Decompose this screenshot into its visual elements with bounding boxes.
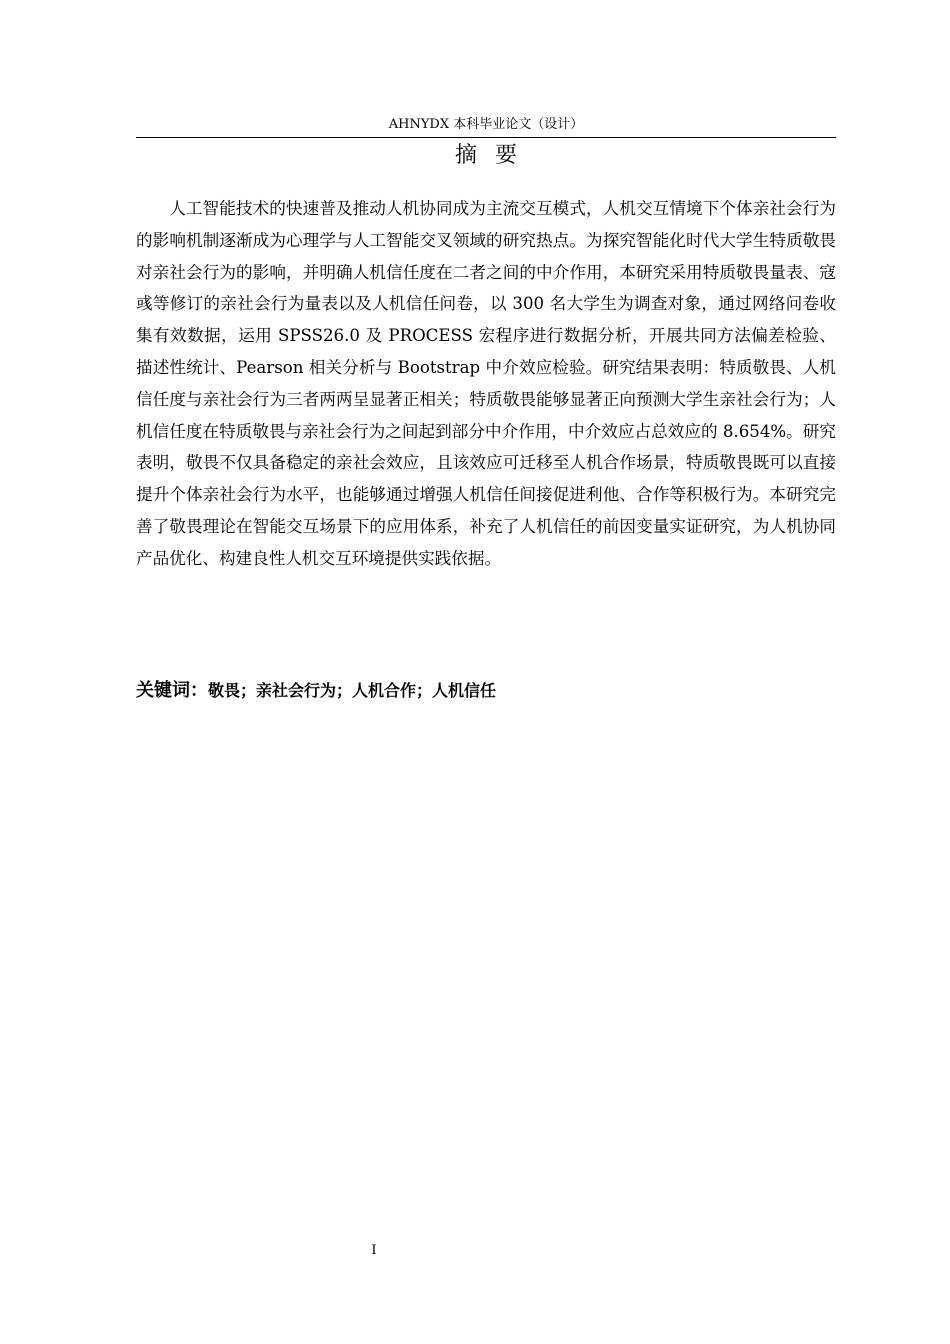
keywords-line — [136, 676, 836, 706]
abstract-title: 摘要 — [454, 143, 535, 168]
running-header: AHNYDX 本科毕业论文（设计） — [388, 117, 584, 132]
keywords-terms: 敬畏；亲社会行为；人机合作；人机信任 — [208, 681, 497, 700]
page-number: I — [371, 1243, 377, 1258]
header-rule — [136, 137, 836, 138]
keywords-label: 关键词： — [136, 680, 208, 701]
abstract-body: 人工智能技术的快速普及推动人机协同成为主流交互模式，人机交互情境下个体亲社会行为的影响机制逐渐成为心理学与人工智能交叉领域的研究热点。为探究智能化时代大学生特质敬畏对亲社会行为的影响，并明确人机信任度在二者之间的中介作用，本研究采用特质敬畏量表、寇彧等修订的亲社会行为量表以及人机信任问卷，以 300 名大学生为调查对象，通过网络问卷收集有效数据，运用 SPSS26.0 及 PROCESS 宏程序进行数据分析，开展共同方法偏差检验、描述性统计、Pearson 相关分析与 Bootstrap 中介效应检验。研究结果表明：特质敬畏、人机信任度与亲社会行为三者两两呈显著正相关；特质敬畏能够显著正向预测大学生亲社会行为；人机信任度在特质敬畏与亲社会行为之间起到部分中介作用，中介效应占总效应的 8.654%。研究表明，敬畏不仅具备稳定的亲社会效应，且该效应可迁移至人机合作场景，特质敬畏既可以直接提升个体亲社会行为水平，也能够通过增强人机信任间接促进利他、合作等积极行为。本研究完善了敬畏理论在智能交互场景下的应用体系，补充了人机信任的前因变量实证研究，为人机协同产品优化、构建良性人机交互环境提供实践依据。 — [136, 199, 836, 568]
